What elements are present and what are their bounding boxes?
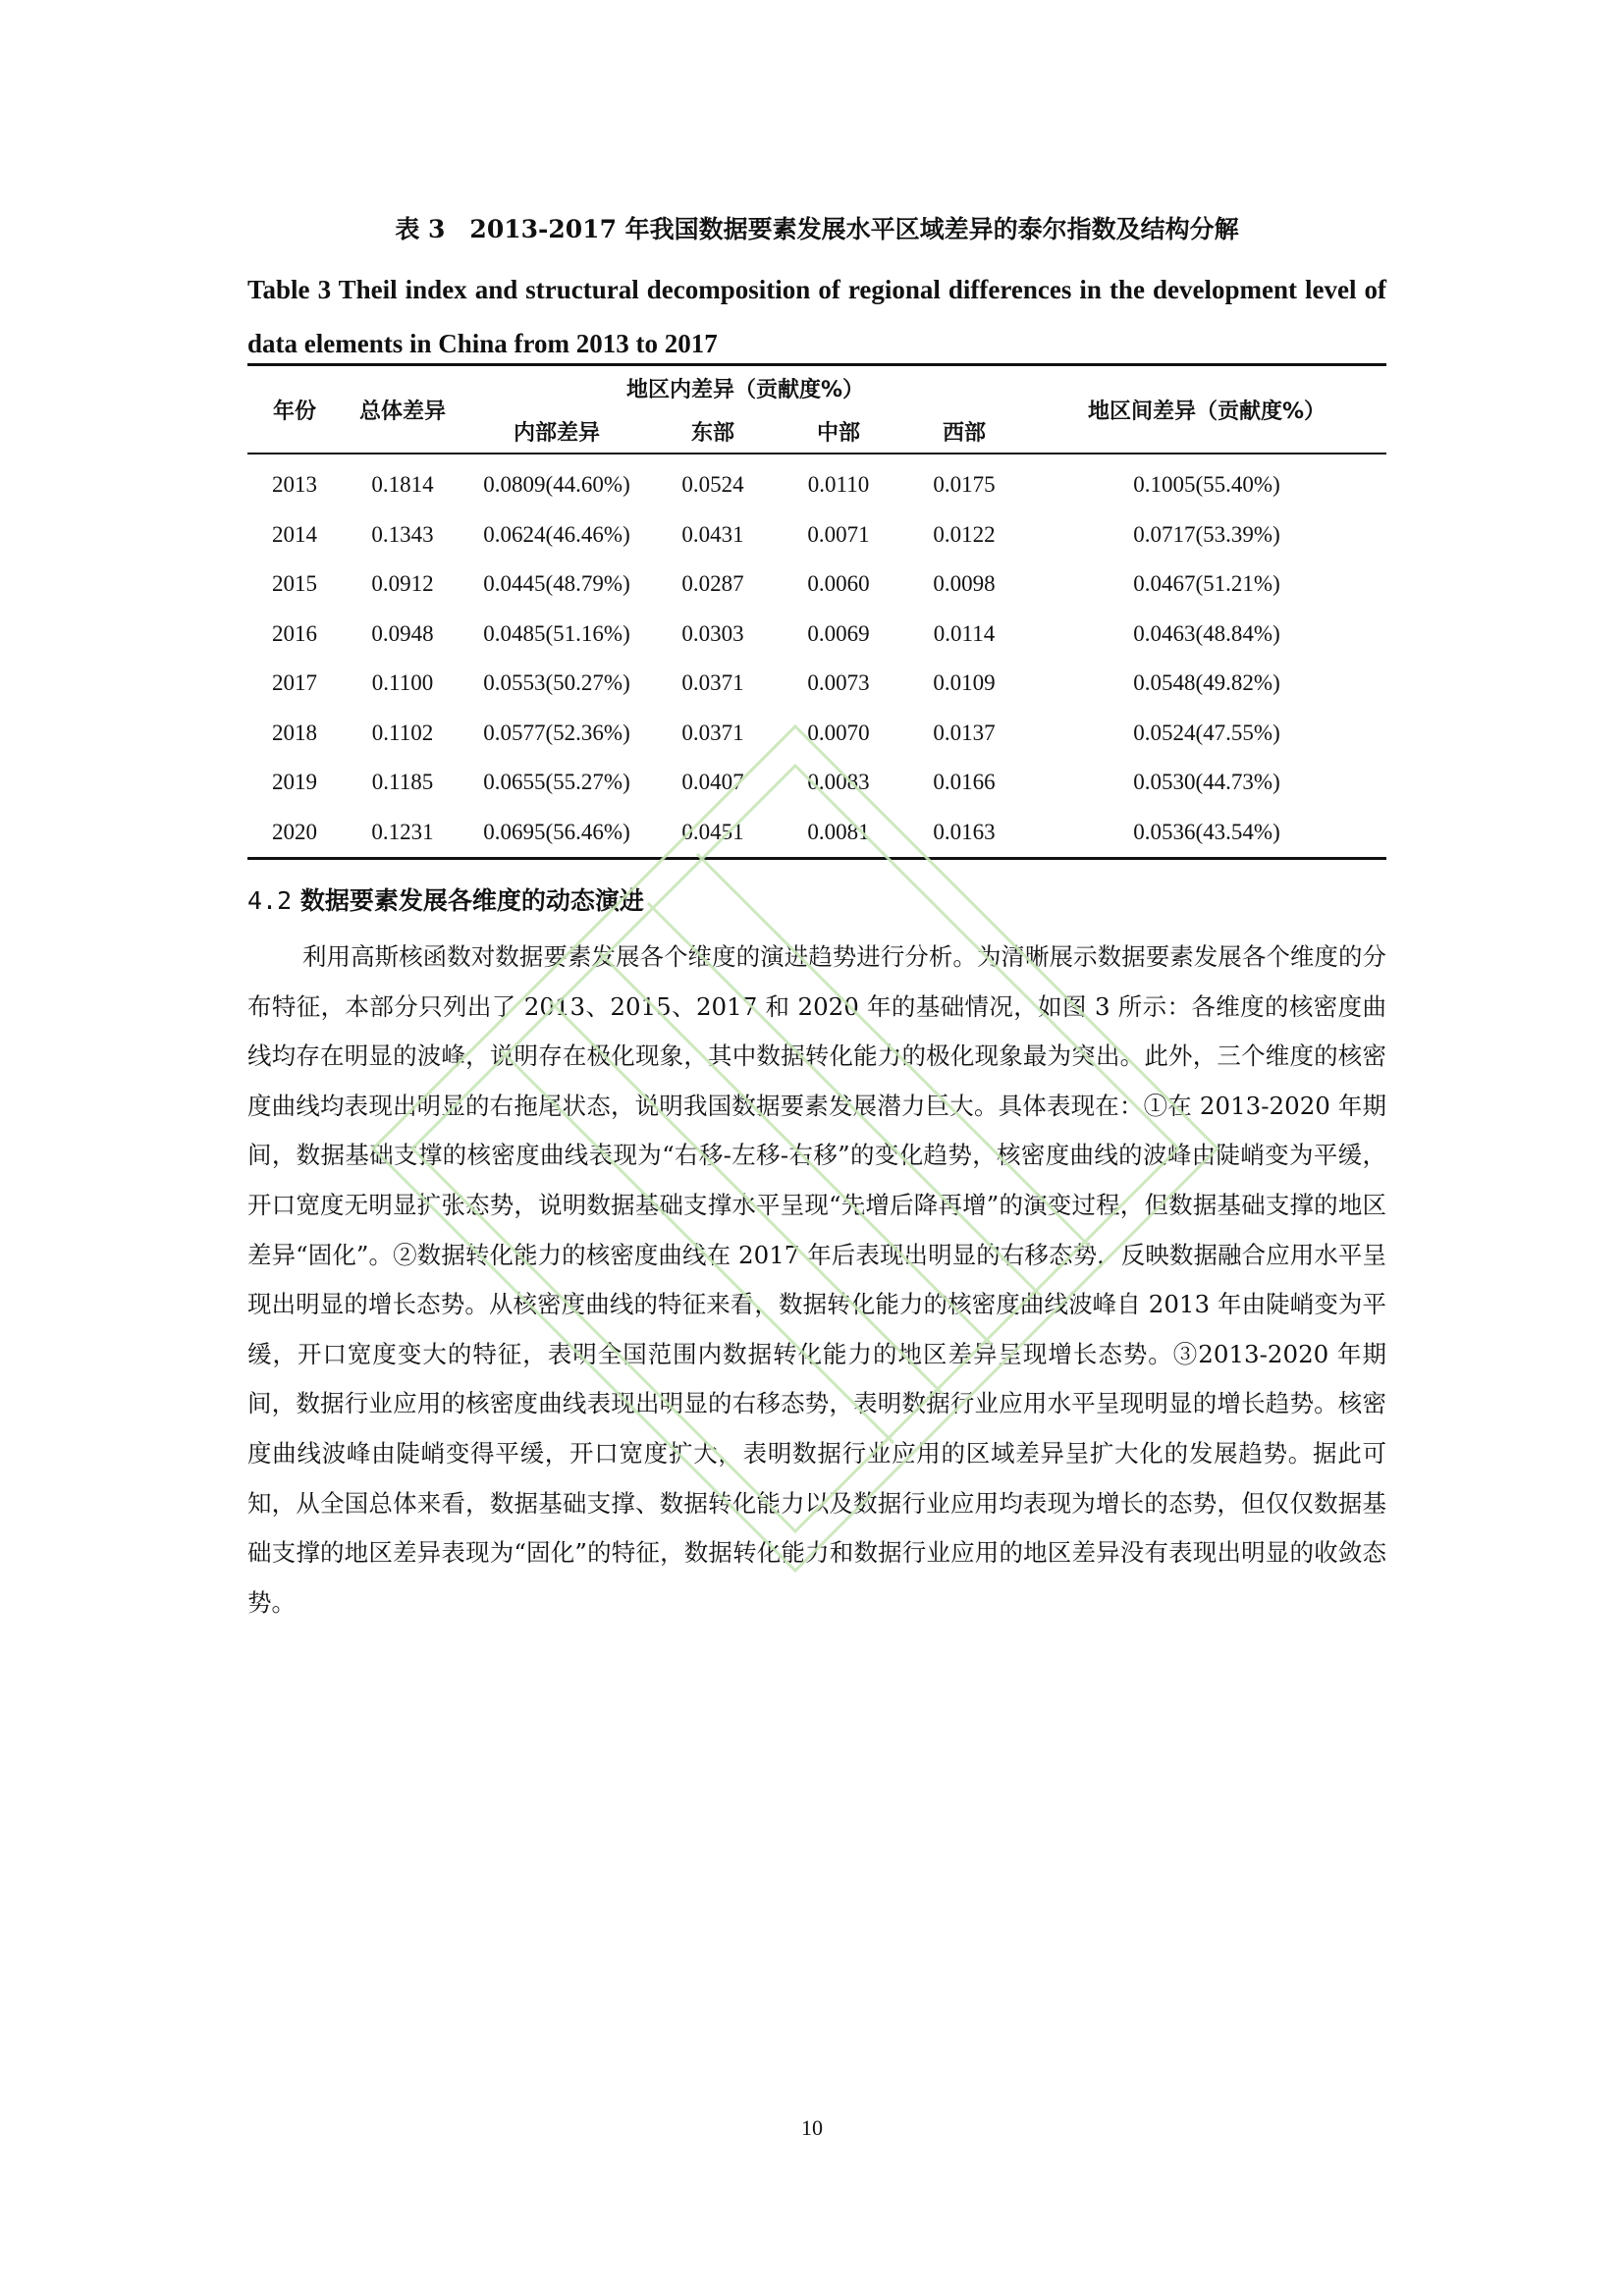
header-east: 东部 (690, 420, 734, 446)
cell-central: 0.0060 (807, 571, 870, 597)
cell-between: 0.0524(47.55%) (1133, 720, 1280, 745)
header-year: 年份 (272, 399, 316, 424)
header-within: 内部差异 (513, 420, 600, 446)
table-row (247, 610, 1386, 660)
table-caption-english: Table 3 Theil index and structural decomposition of regional differences in the development level of data elements in China from 2013 to 2017 (247, 275, 1386, 358)
cell-east: 0.0303 (681, 620, 744, 646)
cell-total: 0.1343 (371, 521, 434, 547)
cell-east: 0.0371 (681, 720, 744, 745)
cell-central: 0.0083 (807, 770, 870, 795)
table-body (247, 454, 1386, 859)
cell-central: 0.0070 (807, 720, 870, 745)
cell-between: 0.0548(49.82%) (1133, 670, 1280, 696)
cell-between: 0.1005(55.40%) (1133, 472, 1280, 498)
cell-east: 0.0287 (681, 571, 744, 597)
cell-within: 0.0695(56.46%) (483, 819, 630, 844)
table-row (247, 758, 1386, 808)
header-west: 西部 (942, 420, 986, 446)
cell-year: 2013 (272, 472, 317, 498)
cell-total: 0.1100 (371, 670, 434, 696)
cell-between: 0.0463(48.84%) (1133, 620, 1280, 646)
cell-west: 0.0137 (933, 720, 996, 745)
table-row (247, 454, 1386, 510)
cell-within: 0.0485(51.16%) (483, 620, 630, 646)
cell-east: 0.0451 (681, 819, 744, 844)
cell-west: 0.0098 (933, 571, 996, 597)
header-between-group: 地区间差异（贡献度%） (1087, 399, 1326, 424)
cell-within: 0.0624(46.46%) (483, 521, 630, 547)
theil-index-table (247, 363, 1386, 860)
cell-between: 0.0467(51.21%) (1133, 571, 1280, 597)
section-number: 4.2 (247, 886, 293, 915)
cell-east: 0.0407 (681, 770, 744, 795)
table-row (247, 560, 1386, 610)
cell-west: 0.0175 (933, 472, 996, 498)
cell-year: 2020 (272, 819, 317, 844)
cell-total: 0.1185 (371, 770, 434, 795)
table-row (247, 709, 1386, 759)
header-central: 中部 (816, 420, 860, 446)
cell-within: 0.0553(50.27%) (483, 670, 630, 696)
cell-west: 0.0166 (933, 770, 996, 795)
cell-between: 0.0530(44.73%) (1133, 770, 1280, 795)
table-row (247, 659, 1386, 709)
cell-within: 0.0655(55.27%) (483, 770, 630, 795)
cell-east: 0.0524 (681, 472, 744, 498)
cell-central: 0.0073 (807, 670, 870, 696)
cell-total: 0.0948 (371, 620, 434, 646)
cell-year: 2016 (272, 620, 317, 646)
cell-between: 0.0536(43.54%) (1133, 819, 1280, 844)
cell-within: 0.0445(48.79%) (483, 571, 630, 597)
cell-total: 0.1231 (371, 819, 434, 844)
section-title: 数据要素发展各维度的动态演进 (299, 886, 644, 915)
cell-west: 0.0109 (933, 670, 996, 696)
header-within-group: 地区内差异（贡献度%） (625, 377, 865, 402)
cell-year: 2017 (272, 670, 317, 696)
cell-west: 0.0163 (933, 819, 996, 844)
section-heading (247, 881, 644, 921)
cell-between: 0.0717(53.39%) (1133, 521, 1280, 547)
cell-total: 0.0912 (371, 571, 434, 597)
table-row (247, 510, 1386, 561)
cell-east: 0.0431 (681, 521, 744, 547)
cell-central: 0.0110 (807, 472, 870, 498)
body-paragraph: 利用高斯核函数对数据要素发展各个维度的演进趋势进行分析。为清晰展示数据要素发展各个维度的分布特征，本部分只列出了 2013、2015、2017 和 2020 年的基础情况，如图 3 所示：各维度的核密度曲线均存在明显的波峰，说明存在极化现象，其中数据转化能力的极化现象最为突出。此外，三个维度的核密度曲线均表现出明显的右拖尾状态，说明我国数据要素发展潜力巨大。具体表现在：①在 2013-2020 年期间，数据基础支撑的核密度曲线表现为“右移-左移-右移”的变化趋势，核密度曲线的波峰由陡峭变为平缓，开口宽度无明显扩张态势，说明数据基础支撑水平呈现“先增后降再增”的演变过程，但数据基础支撑的地区差异“固化”。②数据转化能力的核密度曲线在 2017 年后表现出明显的右移态势，反映数据融合应用水平呈现出明显的增长态势。从核密度曲线的特征来看，数据转化能力的核密度曲线波峰自 2013 年由陡峭变为平缓，开口宽度变大的特征，表明全国范围内数据转化能力的地区差异呈现增长态势。③2013-2020 年期间，数据行业应用的核密度曲线表现出明显的右移态势，表明数据行业应用水平呈现明显的增长趋势。核密度曲线波峰由陡峭变得平缓，开口宽度扩大，表明数据行业应用的区域差异呈扩大化的发展趋势。据此可知，从全国总体来看，数据基础支撑、数据转化能力以及数据行业应用均表现为增长的态势，但仅仅数据基础支撑的地区差异表现为“固化”的特征，数据转化能力和数据行业应用的地区差异没有表现出明显的收敛态势。 (247, 942, 1386, 1617)
cell-west: 0.0114 (933, 620, 996, 646)
table-row (247, 808, 1386, 859)
cell-year: 2019 (272, 770, 317, 795)
cell-central: 0.0081 (807, 819, 870, 844)
cell-total: 0.1102 (371, 720, 434, 745)
cell-within: 0.0577(52.36%) (483, 720, 630, 745)
cell-west: 0.0122 (933, 521, 996, 547)
cell-east: 0.0371 (681, 670, 744, 696)
cell-central: 0.0069 (807, 620, 870, 646)
cell-within: 0.0809(44.60%) (483, 472, 630, 498)
header-total-difference: 总体差异 (358, 399, 446, 424)
cell-total: 0.1814 (371, 472, 434, 498)
cell-year: 2014 (272, 521, 317, 547)
cell-year: 2018 (272, 720, 317, 745)
page-number: 10 (801, 2115, 823, 2140)
cell-year: 2015 (272, 571, 317, 597)
cell-central: 0.0071 (807, 521, 870, 547)
table-caption-chinese: 表 3 2013-2017 年我国数据要素发展水平区域差异的泰尔指数及结构分解 (395, 215, 1239, 243)
